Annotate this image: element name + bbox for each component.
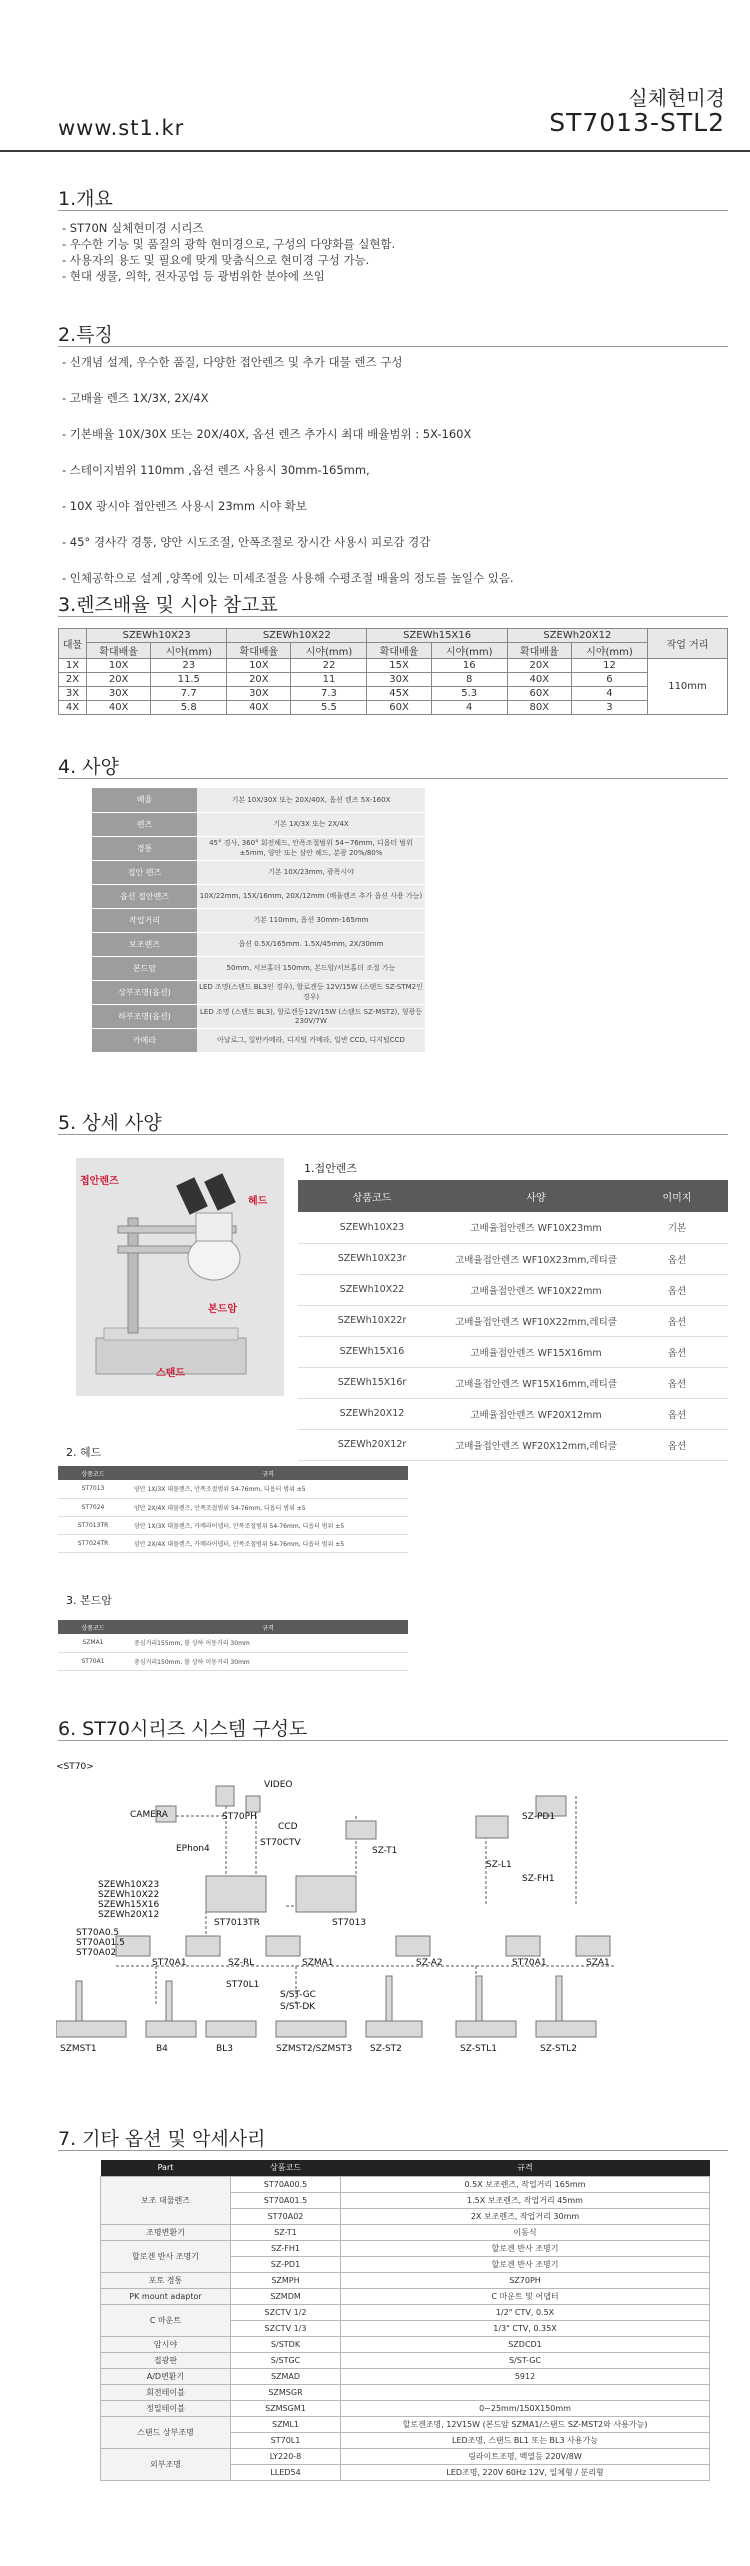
table-cell: SZEWh15X16 bbox=[298, 1336, 446, 1367]
table-cell: SZ70PH bbox=[341, 2272, 710, 2288]
feature-item: - 10X 광시야 접안렌즈 사용시 23mm 시야 확보 bbox=[62, 499, 307, 513]
table-cell: 이동식 bbox=[341, 2224, 710, 2240]
product-category: 실체현미경 bbox=[628, 86, 725, 110]
diagram-label: SZ-FH1 bbox=[522, 1874, 555, 1884]
table-cell: SZML1 bbox=[231, 2416, 341, 2432]
diagram-label: SZ-A2 bbox=[416, 1958, 443, 1968]
table-cell: SZEWh10X22 bbox=[298, 1274, 446, 1305]
table-cell: SZMA1 bbox=[58, 1634, 128, 1652]
table-cell: SZMDM bbox=[231, 2288, 341, 2304]
table-cell: 카메라 bbox=[92, 1028, 197, 1052]
diagram-label: BL3 bbox=[216, 2044, 233, 2054]
table-row bbox=[59, 701, 728, 715]
table-row bbox=[59, 673, 728, 687]
table-cell: 기본 bbox=[626, 1212, 728, 1243]
section-features-title: 2.특징 bbox=[58, 324, 113, 346]
diagram-label: SZMA1 bbox=[302, 1958, 334, 1968]
table-cell: SZMSGM1 bbox=[231, 2400, 341, 2416]
table-cell: 40X bbox=[507, 673, 571, 687]
table-cell: SZ-FH1 bbox=[231, 2240, 341, 2256]
table-cell: PK mount adaptor bbox=[101, 2288, 231, 2304]
table-cell: 6 bbox=[571, 673, 647, 687]
table-cell: 고배율접안렌즈 WF10X23mm bbox=[446, 1212, 626, 1243]
table-cell: 정밀테이블 bbox=[101, 2400, 231, 2416]
diagram-label bbox=[98, 1880, 159, 1920]
table-cell: SZEWh10X22r bbox=[298, 1305, 446, 1336]
table-cell: 20X bbox=[227, 673, 291, 687]
label-eyepiece: 접안렌즈 bbox=[80, 1176, 119, 1187]
table-cell: 기본 10X/23mm, 광폭시야 bbox=[197, 860, 425, 884]
header-rule bbox=[0, 150, 750, 152]
table-cell: 스탠드 상부조명 bbox=[101, 2416, 231, 2448]
feature-item: - 신개념 설계, 우수한 품질, 다양한 접안렌즈 및 추가 대물 렌즈 구성 bbox=[62, 355, 403, 369]
feature-item: - 45° 경사각 경통, 양안 시도조절, 안폭조절로 장시간 사용시 피로감 경감 bbox=[62, 535, 431, 549]
table-row bbox=[101, 2224, 710, 2240]
microscope-photo bbox=[76, 1158, 284, 1396]
table-cell: 10X bbox=[87, 659, 151, 673]
table-cell: ST70A02 bbox=[231, 2208, 341, 2224]
table-cell: 배율 bbox=[92, 788, 197, 812]
ep-col: 이미지 bbox=[626, 1180, 728, 1212]
table-cell: 30X bbox=[227, 687, 291, 701]
table-cell: 외부조명 bbox=[101, 2448, 231, 2480]
diagram-label: SZ-ST2 bbox=[370, 2044, 402, 2054]
table-cell: ST70L1 bbox=[231, 2432, 341, 2448]
table-cell: 할로겐 반사 조명기 bbox=[341, 2240, 710, 2256]
head-title: 2. 헤드 bbox=[66, 1446, 102, 1459]
table-cell: SZEWh20X12 bbox=[298, 1398, 446, 1429]
table-cell: S/STGC bbox=[231, 2352, 341, 2368]
table-cell: 상부조명(옵션) bbox=[92, 980, 197, 1004]
table-cell: 10X bbox=[227, 659, 291, 673]
table-row bbox=[101, 2336, 710, 2352]
table-cell: 30X bbox=[87, 687, 151, 701]
table-cell: 1.5X 보조렌즈, 작업거리 45mm bbox=[341, 2192, 710, 2208]
table-cell: 아날로그, 일반카메라, 디지털 카메라, 일반 CCD, 디지털CCD bbox=[197, 1028, 425, 1052]
bond-col: 규격 bbox=[128, 1620, 408, 1634]
table-row bbox=[92, 836, 425, 860]
table-row bbox=[92, 860, 425, 884]
overview-item: - 현대 생물, 의학, 전자공업 등 광범위한 분야에 쓰임 bbox=[62, 269, 325, 283]
table-cell: 16 bbox=[431, 659, 507, 673]
table-row bbox=[298, 1243, 728, 1274]
table-cell: 하부조명(옵션) bbox=[92, 1004, 197, 1028]
bond-col: 상품코드 bbox=[58, 1620, 128, 1634]
table-cell: S/STDK bbox=[231, 2336, 341, 2352]
head-col: 상품코드 bbox=[58, 1466, 128, 1480]
table-cell: 11.5 bbox=[151, 673, 227, 687]
diagram-label: SZA1 bbox=[586, 1958, 610, 1968]
table-cell: 80X bbox=[507, 701, 571, 715]
table-cell: 50mm, 서브홀더 150mm, 본드암/서브홀더 조절 가능 bbox=[197, 956, 425, 980]
section-divider bbox=[58, 1740, 728, 1741]
table-cell: LLED54 bbox=[231, 2464, 341, 2480]
table-cell: 회전테이블 bbox=[101, 2384, 231, 2400]
table-cell: 보조렌즈 bbox=[92, 932, 197, 956]
table-cell: SZMPH bbox=[231, 2272, 341, 2288]
table-cell: C 마운트 및 어댑터 bbox=[341, 2288, 710, 2304]
table-cell: 1/2" CTV, 0.5X bbox=[341, 2304, 710, 2320]
table-cell: 20X bbox=[87, 673, 151, 687]
table-row bbox=[92, 980, 425, 1004]
table-cell: 옵션 bbox=[626, 1243, 728, 1274]
feature-item: - 인체공학으로 설계 ,양쪽에 있는 미세조절을 사용해 수평조절 배율의 정도를 높일수 있음. bbox=[62, 571, 514, 585]
table-row bbox=[298, 1336, 728, 1367]
diagram-label: SZ-PD1 bbox=[522, 1812, 556, 1822]
table-row bbox=[298, 1367, 728, 1398]
table-cell: SZ-PD1 bbox=[231, 2256, 341, 2272]
acc-col: 규격 bbox=[341, 2160, 710, 2176]
table-cell: 4 bbox=[431, 701, 507, 715]
lens-sub: 시야(mm) bbox=[151, 643, 227, 659]
diagram-label: VIDEO bbox=[264, 1780, 293, 1790]
table-row bbox=[58, 1634, 408, 1652]
table-cell: 할로겐 반사 조명기 bbox=[101, 2240, 231, 2272]
table-cell: SZ-T1 bbox=[231, 2224, 341, 2240]
table-cell: 옵션 bbox=[626, 1398, 728, 1429]
table-row bbox=[58, 1480, 408, 1498]
table-row bbox=[92, 788, 425, 812]
table-cell: 4 bbox=[571, 687, 647, 701]
table-cell: 20X bbox=[507, 659, 571, 673]
table-row bbox=[298, 1212, 728, 1243]
system-diagram bbox=[56, 1776, 696, 2066]
diagram-label: SZ-RL bbox=[228, 1958, 255, 1968]
table-row bbox=[298, 1398, 728, 1429]
lens-wd-value: 110mm bbox=[648, 659, 728, 715]
table-cell: 5.8 bbox=[151, 701, 227, 715]
eyepiece-table bbox=[298, 1180, 728, 1461]
table-cell: 5.3 bbox=[431, 687, 507, 701]
lens-table bbox=[58, 628, 728, 715]
table-cell: SZEWh10X23r bbox=[298, 1243, 446, 1274]
lens-sub: 확대배율 bbox=[507, 643, 571, 659]
lens-sub: 확대배율 bbox=[87, 643, 151, 659]
section-divider bbox=[58, 616, 728, 617]
table-cell: SZCTV 1/2 bbox=[231, 2304, 341, 2320]
table-row bbox=[92, 932, 425, 956]
table-row bbox=[101, 2288, 710, 2304]
section-divider bbox=[58, 2150, 728, 2151]
table-cell: 1X bbox=[59, 659, 87, 673]
head-col: 규격 bbox=[128, 1466, 408, 1480]
table-cell: SZEWh15X16r bbox=[298, 1367, 446, 1398]
table-cell: LY220-8 bbox=[231, 2448, 341, 2464]
table-cell: 양안 1X/3X 대물렌즈, 안폭조절범위 54-76mm, 디옵터 범위 ±5 bbox=[128, 1480, 408, 1498]
diagram-label: ST70A1 bbox=[512, 1958, 547, 1968]
table-cell: 렌즈 bbox=[92, 812, 197, 836]
label-head: 헤드 bbox=[248, 1196, 268, 1207]
table-cell: 5.5 bbox=[291, 701, 367, 715]
diagram-label: SZEWh15X16 bbox=[98, 1900, 160, 1910]
diagram-label: ST70L1 bbox=[226, 1980, 260, 1990]
table-cell bbox=[341, 2384, 710, 2400]
section-divider bbox=[58, 1134, 728, 1135]
table-cell: ST7024 bbox=[58, 1498, 128, 1516]
table-cell: 옵션 0.5X/165mm. 1.5X/45mm, 2X/30mm bbox=[197, 932, 425, 956]
label-stand: 스탠드 bbox=[156, 1368, 185, 1379]
table-row bbox=[58, 1652, 408, 1670]
table-cell: LED 조명 (스탠드 BL3), 할로겐등12V/15W (스탠드 SZ-MST2), 형광등 230V/7W bbox=[197, 1004, 425, 1028]
diagram-label: B4 bbox=[156, 2044, 168, 2054]
table-row bbox=[298, 1274, 728, 1305]
table-cell: 보조 대물렌즈 bbox=[101, 2176, 231, 2224]
table-cell: S/ST-GC bbox=[341, 2352, 710, 2368]
table-row bbox=[58, 1534, 408, 1552]
table-cell: 0~25mm/150X150mm bbox=[341, 2400, 710, 2416]
table-cell: 고배율접안렌즈 WF10X22mm bbox=[446, 1274, 626, 1305]
table-row bbox=[101, 2240, 710, 2256]
table-cell: 40X bbox=[227, 701, 291, 715]
table-cell: 3X bbox=[59, 687, 87, 701]
table-cell: SZDCD1 bbox=[341, 2336, 710, 2352]
table-cell: SZCTV 1/3 bbox=[231, 2320, 341, 2336]
table-cell: 15X bbox=[367, 659, 431, 673]
table-cell: 옵션 접안렌즈 bbox=[92, 884, 197, 908]
table-row bbox=[58, 1516, 408, 1534]
table-cell: LED조명, 220V 60Hz 12V, 일체형 / 분리형 bbox=[341, 2464, 710, 2480]
system-tag: <ST70> bbox=[56, 1762, 94, 1772]
table-cell: 양안 2X/4X 대물렌즈, 안폭조절범위 54-76mm, 디옵터 범위 ±5 bbox=[128, 1498, 408, 1516]
table-cell: 접광판 bbox=[101, 2352, 231, 2368]
overview-item: - 우수한 기능 및 품질의 광학 현미경으로, 구성의 다양화를 실현함. bbox=[62, 237, 396, 251]
lens-sub: 시야(mm) bbox=[291, 643, 367, 659]
table-row bbox=[92, 884, 425, 908]
table-cell: 옵션 bbox=[626, 1367, 728, 1398]
table-cell: 고배율접안렌즈 WF15X16mm bbox=[446, 1336, 626, 1367]
bond-title: 3. 본드암 bbox=[66, 1594, 112, 1607]
table-cell: 2X bbox=[59, 673, 87, 687]
table-cell: 옵션 bbox=[626, 1336, 728, 1367]
table-cell: ST7013TR bbox=[58, 1516, 128, 1534]
table-row bbox=[298, 1429, 728, 1460]
table-cell: 12 bbox=[571, 659, 647, 673]
table-cell: SZMSGR bbox=[231, 2384, 341, 2400]
table-row bbox=[92, 956, 425, 980]
table-cell: 옵션 bbox=[626, 1305, 728, 1336]
diagram-label: SZ-L1 bbox=[486, 1860, 512, 1870]
section-detail-title: 5. 상세 사양 bbox=[58, 1112, 162, 1134]
lens-col-mag: 대물 bbox=[59, 629, 87, 659]
section-lens-title: 3.렌즈배율 및 시야 참고표 bbox=[58, 594, 278, 616]
table-cell: 60X bbox=[367, 701, 431, 715]
head-table bbox=[58, 1466, 408, 1553]
table-cell: 고배율접안렌즈 WF10X23mm,레티클 bbox=[446, 1243, 626, 1274]
ep-col: 상품코드 bbox=[298, 1180, 446, 1212]
table-row bbox=[101, 2416, 710, 2432]
table-cell: ST70A00.5 bbox=[231, 2176, 341, 2192]
acc-col: Part bbox=[101, 2160, 231, 2176]
table-row bbox=[298, 1305, 728, 1336]
table-row bbox=[101, 2384, 710, 2400]
table-cell: 본드암 bbox=[92, 956, 197, 980]
diagram-label: SZMST2/SZMST3 bbox=[276, 2044, 353, 2054]
diagram-label: S/ST-GC bbox=[280, 1990, 316, 2000]
table-cell: 7.3 bbox=[291, 687, 367, 701]
table-cell: 23 bbox=[151, 659, 227, 673]
table-cell: 암시야 bbox=[101, 2336, 231, 2352]
table-cell: 3 bbox=[571, 701, 647, 715]
table-cell: 4X bbox=[59, 701, 87, 715]
diagram-label: SZEWh10X22 bbox=[98, 1890, 160, 1900]
overview-item: - ST70N 실체현미경 시리즈 bbox=[62, 221, 204, 235]
table-row bbox=[101, 2368, 710, 2384]
section-overview-title: 1.개요 bbox=[58, 188, 113, 210]
table-cell: 고배율접안렌즈 WF10X22mm,레티클 bbox=[446, 1305, 626, 1336]
lens-col-wd: 작업 거리 bbox=[648, 629, 728, 659]
diagram-label: SZMST1 bbox=[60, 2044, 97, 2054]
table-row bbox=[59, 659, 728, 673]
feature-item: - 고배율 렌즈 1X/3X, 2X/4X bbox=[62, 391, 209, 405]
table-cell: 삼안 1X/3X 대물렌즈, 카메라어댑터, 안폭조절범위 54-76mm, 디옵터 범위 ±5 bbox=[128, 1516, 408, 1534]
table-cell: 삼안 2X/4X 대물렌즈, 카메라어댑터, 안폭조절범위 54-76mm, 디옵터 범위 ±5 bbox=[128, 1534, 408, 1552]
lens-group: SZEWh10X23 bbox=[87, 629, 227, 643]
ep-col: 사양 bbox=[446, 1180, 626, 1212]
table-cell: 8 bbox=[431, 673, 507, 687]
diagram-label: ST70A0.5 bbox=[76, 1928, 120, 1938]
table-row bbox=[101, 2352, 710, 2368]
table-row bbox=[92, 1004, 425, 1028]
diagram-label: S/ST-DK bbox=[280, 2002, 316, 2012]
diagram-label: SZEWh10X23 bbox=[98, 1880, 160, 1890]
table-cell: ST7013 bbox=[58, 1480, 128, 1498]
diagram-label: SZ-STL2 bbox=[540, 2044, 577, 2054]
diagram-label: ST70PH bbox=[222, 1812, 257, 1822]
table-cell: 7.7 bbox=[151, 687, 227, 701]
section-divider bbox=[58, 778, 728, 779]
table-cell: 옵션 bbox=[626, 1274, 728, 1305]
table-row bbox=[101, 2272, 710, 2288]
lens-sub: 확대배율 bbox=[227, 643, 291, 659]
table-cell: LED조명, 스탠드 BL1 또는 BL3 사용가능 bbox=[341, 2432, 710, 2448]
section-divider bbox=[58, 210, 728, 211]
table-cell: 기본 1X/3X 또는 2X/4X bbox=[197, 812, 425, 836]
table-row bbox=[58, 1498, 408, 1516]
section-system-title: 6. ST70시리즈 시스템 구성도 bbox=[58, 1718, 308, 1740]
table-row bbox=[101, 2176, 710, 2192]
diagram-label: CAMERA bbox=[130, 1810, 168, 1820]
table-cell: 링라이트조명, 백열등 220V/8W bbox=[341, 2448, 710, 2464]
table-cell: SZEWh10X23 bbox=[298, 1212, 446, 1243]
table-cell: SZEWh20X12r bbox=[298, 1429, 446, 1460]
table-cell: 45° 경사, 360° 회전헤드, 안폭조절범위 54~76mm, 디옵터 범위 ±5mm, 양안 또는 삼안 헤드, 분광 20%/80% bbox=[197, 836, 425, 860]
table-cell: LED 조명(스탠드 BL3인 경우), 할로겐등 12V/15W (스탠드 SZ-STM2인 경우) bbox=[197, 980, 425, 1004]
lens-sub: 확대배율 bbox=[367, 643, 431, 659]
lens-group: SZEWh15X16 bbox=[367, 629, 507, 643]
table-cell: 작업거리 bbox=[92, 908, 197, 932]
table-row bbox=[92, 908, 425, 932]
overview-item: - 사용자의 용도 및 필요에 맞게 맞춤식으로 현미경 구성 가능. bbox=[62, 253, 370, 267]
section-divider bbox=[58, 346, 728, 347]
lens-group: SZEWh10X22 bbox=[227, 629, 367, 643]
table-cell: 할로겐 반사 조명기 bbox=[341, 2256, 710, 2272]
section-spec-title: 4. 사양 bbox=[58, 756, 119, 778]
table-cell: 기본 110mm, 옵션 30mm-165mm bbox=[197, 908, 425, 932]
table-cell: 고배율접안렌즈 WF20X12mm bbox=[446, 1398, 626, 1429]
product-model: ST7013-STL2 bbox=[549, 108, 725, 137]
diagram-label bbox=[76, 1928, 125, 1958]
table-cell: 접안 렌즈 bbox=[92, 860, 197, 884]
accessory-table bbox=[100, 2160, 710, 2481]
table-cell: ST70A01.5 bbox=[231, 2192, 341, 2208]
table-cell: C 마운트 bbox=[101, 2304, 231, 2336]
table-cell: ST7024TR bbox=[58, 1534, 128, 1552]
diagram-label: ST70A1 bbox=[152, 1958, 187, 1968]
table-cell: 30X bbox=[367, 673, 431, 687]
table-row bbox=[101, 2304, 710, 2320]
table-cell: 고배율접안렌즈 WF15X16mm,레티클 bbox=[446, 1367, 626, 1398]
table-cell: 11 bbox=[291, 673, 367, 687]
diagram-label: ST7013 bbox=[332, 1918, 367, 1928]
site-url[interactable]: www.st1.kr bbox=[58, 116, 185, 140]
feature-item: - 기본배율 10X/30X 또는 20X/40X, 옵션 렌즈 추가시 최대 배율범위 : 5X-160X bbox=[62, 427, 472, 441]
table-cell: 0.5X 보조렌즈, 작업거리 165mm bbox=[341, 2176, 710, 2192]
diagram-label: SZ-STL1 bbox=[460, 2044, 497, 2054]
lens-sub: 시야(mm) bbox=[571, 643, 647, 659]
spec-table bbox=[92, 788, 425, 1053]
diagram-label: ST70CTV bbox=[260, 1838, 301, 1848]
table-cell: 40X bbox=[87, 701, 151, 715]
table-cell: 중심거리155mm, 볼 상하 이동거리 30mm bbox=[128, 1634, 408, 1652]
diagram-label: EPhon4 bbox=[176, 1844, 210, 1854]
table-cell: SZMAD bbox=[231, 2368, 341, 2384]
table-cell: 5912 bbox=[341, 2368, 710, 2384]
table-cell: 경통 bbox=[92, 836, 197, 860]
table-cell: 10X/22mm, 15X/16mm, 20X/12mm (배율렌즈 추가 옵션 사용 가능) bbox=[197, 884, 425, 908]
table-cell: 45X bbox=[367, 687, 431, 701]
table-cell: ST70A1 bbox=[58, 1652, 128, 1670]
diagram-label: SZ-T1 bbox=[372, 1846, 398, 1856]
table-row bbox=[101, 2448, 710, 2464]
table-cell: 기본 10X/30X 또는 20X/40X, 옵션 렌즈 5X-160X bbox=[197, 788, 425, 812]
diagram-label: SZEWh20X12 bbox=[98, 1910, 160, 1920]
lens-sub: 시야(mm) bbox=[431, 643, 507, 659]
table-cell: 포토 경통 bbox=[101, 2272, 231, 2288]
table-cell: 60X bbox=[507, 687, 571, 701]
bond-table bbox=[58, 1620, 408, 1671]
table-cell: A/D변환기 bbox=[101, 2368, 231, 2384]
eyepiece-title: 1.접안렌즈 bbox=[304, 1162, 357, 1175]
table-cell: 옵션 bbox=[626, 1429, 728, 1460]
lens-group: SZEWh20X12 bbox=[507, 629, 647, 643]
table-cell: 22 bbox=[291, 659, 367, 673]
table-row bbox=[92, 1028, 425, 1052]
diagram-label: ST70A02 bbox=[76, 1948, 117, 1958]
table-row bbox=[59, 687, 728, 701]
table-cell: 고배율접안렌즈 WF20X12mm,레티클 bbox=[446, 1429, 626, 1460]
acc-col: 상품코드 bbox=[231, 2160, 341, 2176]
table-cell: 중심거리150mm, 볼 상하 이동거리 30mm bbox=[128, 1652, 408, 1670]
diagram-label: ST7013TR bbox=[214, 1918, 260, 1928]
features-list bbox=[62, 354, 514, 586]
table-row bbox=[101, 2400, 710, 2416]
label-bondarm: 본드암 bbox=[208, 1304, 237, 1315]
table-cell: 조명변환기 bbox=[101, 2224, 231, 2240]
table-cell: 2X 보조렌즈, 작업거리 30mm bbox=[341, 2208, 710, 2224]
table-cell: 할로겐조명, 12V15W (본드암 SZMA1/스탠드 SZ-MST2와 사용가능) bbox=[341, 2416, 710, 2432]
feature-item: - 스테이지범위 110mm ,옵션 렌즈 사용시 30mm-165mm, bbox=[62, 463, 370, 477]
table-cell: 1/3" CTV, 0.35X bbox=[341, 2320, 710, 2336]
section-accessory-title: 7. 기타 옵션 및 악세사리 bbox=[58, 2128, 266, 2150]
overview-list bbox=[62, 220, 395, 284]
table-row bbox=[92, 812, 425, 836]
diagram-label: CCD bbox=[278, 1822, 298, 1832]
diagram-label: ST70A01.5 bbox=[76, 1938, 125, 1948]
